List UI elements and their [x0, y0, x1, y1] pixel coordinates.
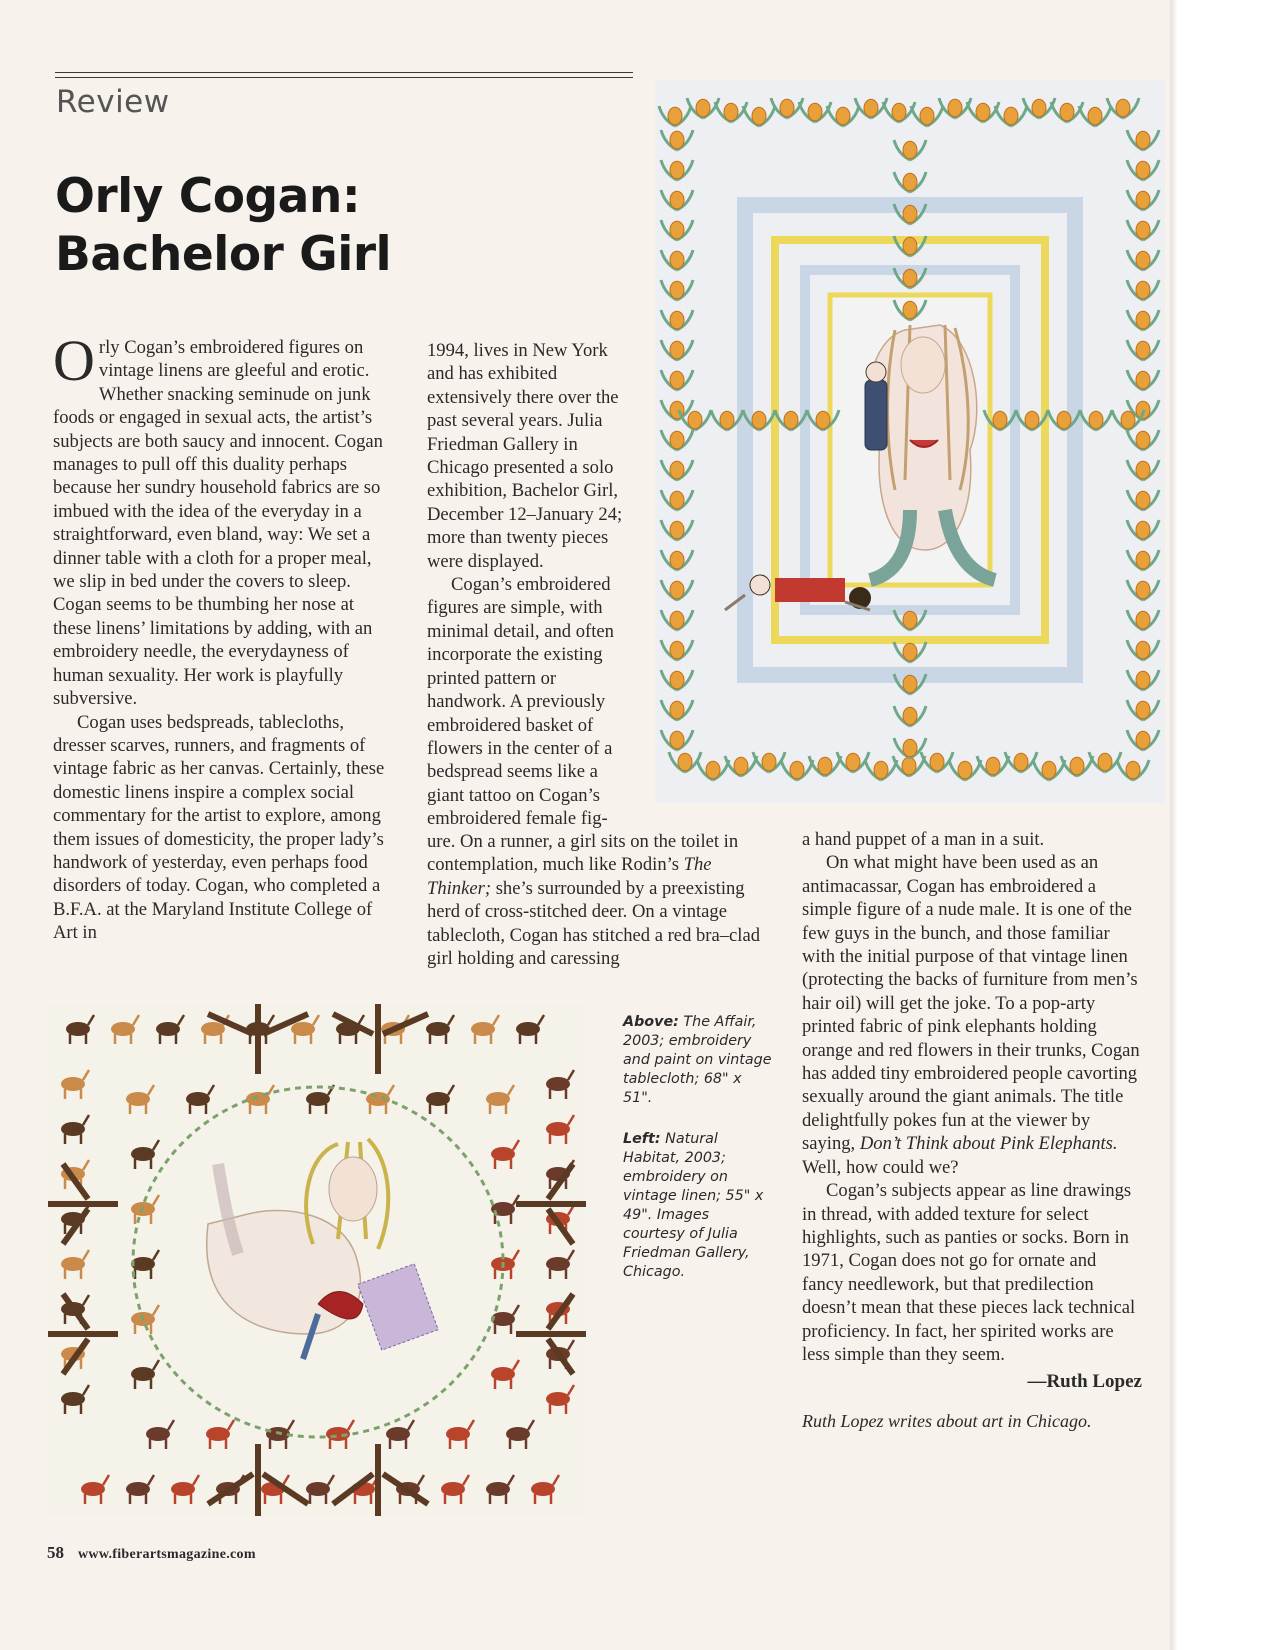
- byline: —Ruth Lopez: [1027, 1371, 1142, 1393]
- paragraph-1-text: rly Cogan’s embroidered figures on vintage linens are gleeful and erotic. Whether snacking seminude on junk foods or engaged in sexual acts, the artist’s subjects are both saucy and innocent. Cogan manages to pull off this duality perhaps because her sundry household fabrics are so imbued with the idea of the everyday in a straightforward, even bland, way: We set a dinner table with a cloth for a proper meal, we slip in bed under the covers to sleep. Cogan seems to be thumbing her nose at these linens’ limitations by adding, with an embroidery needle, the everydayness of human sexuality. Her work is playfully subversive.: [53, 337, 383, 710]
- article-column-1: [53, 328, 396, 945]
- paragraph-2: Cogan uses bedspreads, tablecloths, dresser scarves, runners, and fragments of vintage fabric as her canvas. Certainly, these domestic linens inspire a complex social commentary for the artist to explore, among them issues of domesticity, the proper lady’s handwork of yesterday, even perhaps food disorders of today. Cogan, who completed a B.F.A. at the Maryland Institute College of Art in: [53, 711, 385, 944]
- image-caption: [623, 1013, 773, 1282]
- section-label: Review: [56, 84, 170, 120]
- text-run: ure. On a runner, a girl sits on the toilet in contemplation, much like Rodin’s: [427, 831, 739, 876]
- caption-above-label: Above:: [623, 1014, 679, 1030]
- text-run: Well, how could we?: [802, 1156, 959, 1178]
- paragraph-4-end: a hand puppet of a man in a suit.: [802, 829, 1045, 850]
- page-number: 58: [47, 1543, 64, 1562]
- article-column-2-top: [427, 339, 637, 831]
- article-headline: [55, 168, 615, 284]
- headline-line-1: Orly Cogan:: [55, 169, 361, 224]
- article-column-3: [802, 828, 1142, 1433]
- linen-illustration: [48, 1004, 586, 1516]
- magazine-url: www.fiberartsmagazine.com: [78, 1547, 256, 1562]
- caption-left-label: Left:: [623, 1131, 661, 1147]
- artwork-reference: The Thinker;: [427, 854, 712, 899]
- paragraph-4-continued: [427, 830, 762, 970]
- caption-above-text: The Affair, 2003; embroidery and paint on vintage tablecloth; 68" x 51".: [623, 1014, 772, 1106]
- artwork-the-affair: [655, 80, 1165, 803]
- text-run: she’s surrounded by a preexisting herd of cross-stitched deer. On a vintage tablecloth, Cogan has stitched a red bra–clad girl holding and caressing: [427, 877, 761, 970]
- artwork-natural-habitat: [48, 1004, 586, 1516]
- page-footer: [47, 1543, 256, 1563]
- author-bio: Ruth Lopez writes about art in Chicago.: [802, 1410, 1092, 1431]
- header-rule: [55, 72, 633, 78]
- paragraph-6: Cogan’s subjects appear as line drawings in thread, with added texture for select highlights, such as panties or socks. Born in 1971, Cogan does not go for ornate and fancy needlework, but that predilection doesn’t mean that these pieces lack technical proficiency. In fact, her spirited works are less simple than they seem.: [802, 1180, 1136, 1365]
- headline-line-2: Bachelor Girl: [55, 227, 392, 282]
- tablecloth-illustration: [655, 80, 1165, 803]
- caption-left-text: Natural Habitat, 2003; embroidery on vintage linen; 55" x 49". Images courtesy of Julia Friedman Gallery, Chicago.: [623, 1131, 764, 1280]
- paragraph-4: Cogan’s embroidered figures are simple, with minimal detail, and often incorporate the existing printed pattern or handwork. A previously embroidered basket of flowers in the center of a bedspread seems like a giant tattoo on Cogan’s embroidered female fig-: [427, 574, 614, 830]
- artwork-title: Don’t Think about Pink Elephants.: [859, 1133, 1118, 1155]
- text-run: On what might have been used as an antimacassar, Cogan has embroidered a simple figure of a nude male. It is one of the few guys in the bunch, and those familiar with the initial purpose of that vintage linen (protecting the backs of furniture from men’s hair oil) will get the joke. To a pop-arty printed fabric of pink elephants holding orange and red flowers in their trunks, Cogan has added tiny embroidered people cavorting sexually around the giant animals. The title delightfully pokes fun at the viewer by saying,: [802, 852, 1140, 1155]
- paragraph-1: [53, 328, 396, 711]
- paragraph-5: [802, 851, 1142, 1179]
- paragraph-3: 1994, lives in New York and has exhibited extensively there over the past several years. Julia Friedman Gallery in Chicago presented a solo exhibition, Bachelor Girl, December 12–January 24; more than twenty pieces were displayed.: [427, 340, 623, 572]
- drop-cap: O: [53, 328, 95, 393]
- page-edge: [1170, 0, 1178, 1650]
- article-column-2-bottom: [427, 830, 762, 970]
